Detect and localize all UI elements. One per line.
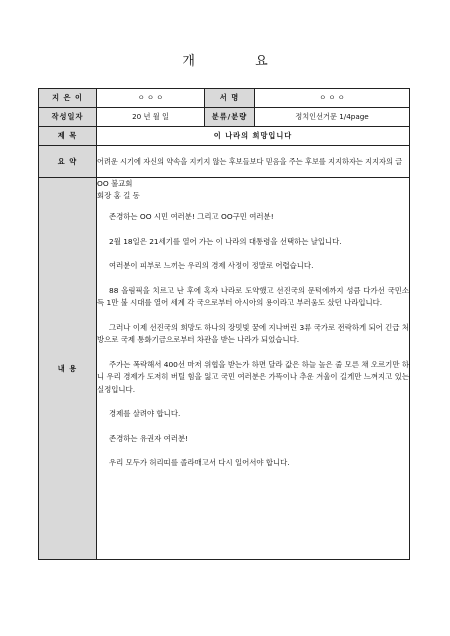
- date-value: 20 년 월 일: [97, 108, 205, 127]
- paragraph: 88 올림픽을 치르고 난 후에 혹자 나라로 도약했고 선진국의 문턱에까지 성큼 다가선 국민소득 1만 불 시대를 열어 세계 각 국으로부터 아시아의 용이라고 부러움도 샀던 나라입니다.: [97, 285, 409, 307]
- summary-value: 어려운 시기에 자신의 약속을 지키지 않는 후보들보다 믿음을 주는 후보를 지지하자는 지지자의 글: [97, 146, 410, 178]
- paragraph: 2월 18일은 21세기를 열어 가는 이 나라의 대통령을 선택하는 날입니다.: [109, 236, 342, 246]
- author-value: ㅇ ㅇ ㅇ: [97, 89, 205, 108]
- date-label: 작성일자: [39, 108, 97, 127]
- paragraph: 존경하는 OO 시민 여러분! 그리고 OO구민 여러분!: [109, 212, 274, 221]
- page-title: 개 요: [182, 54, 296, 69]
- content-body: [97, 178, 410, 560]
- paragraph: 여러분이 피부로 느끼는 우리의 경제 사정이 정말로 어렵습니다.: [109, 261, 314, 270]
- paragraph: 존경하는 유권자 여러분!: [109, 433, 189, 443]
- paragraph: 주가는 폭락해서 400선 마저 위협을 받는가 하면 달라 값은 하늘 높은 줄 모른 채 오르기만 하니 우리 경제가 도저히 버틸 힘을 잃고 국민 여러분은 가뜩이나 추운 겨울이 길게만 느껴지고 있는 실정입니다.: [97, 359, 409, 394]
- paragraph: 경제를 살려야 합니다.: [109, 409, 181, 418]
- category-label: 분류/분량: [205, 108, 255, 127]
- author-label: 지 은 이: [39, 89, 97, 108]
- subject-value: 이 나라의 희망입니다: [97, 127, 410, 146]
- org-name: OO 불교회: [97, 179, 133, 188]
- document-form: [38, 88, 410, 560]
- sign-label: 서 명: [205, 89, 255, 108]
- sign-value: ㅇ ㅇ ㅇ: [255, 89, 410, 108]
- author-name: 회장 홍 길 동: [97, 190, 140, 200]
- subject-label: 제 목: [39, 127, 97, 146]
- paragraph: 그러나 이제 선진국의 희망도 하나의 장밋빛 꿈에 지나버린 3류 국가로 전락하게 되어 긴급 처방으로 국제 통화기금으로부터 차관을 받는 나라가 되었습니다.: [97, 322, 409, 344]
- content-label: 내 용: [39, 178, 97, 560]
- summary-label: 요 약: [39, 146, 97, 178]
- paragraph: 우리 모두가 허리띠를 졸라매고서 다시 일어서야 합니다.: [109, 458, 290, 467]
- category-value: 정치인선거문 1/4page: [255, 108, 410, 127]
